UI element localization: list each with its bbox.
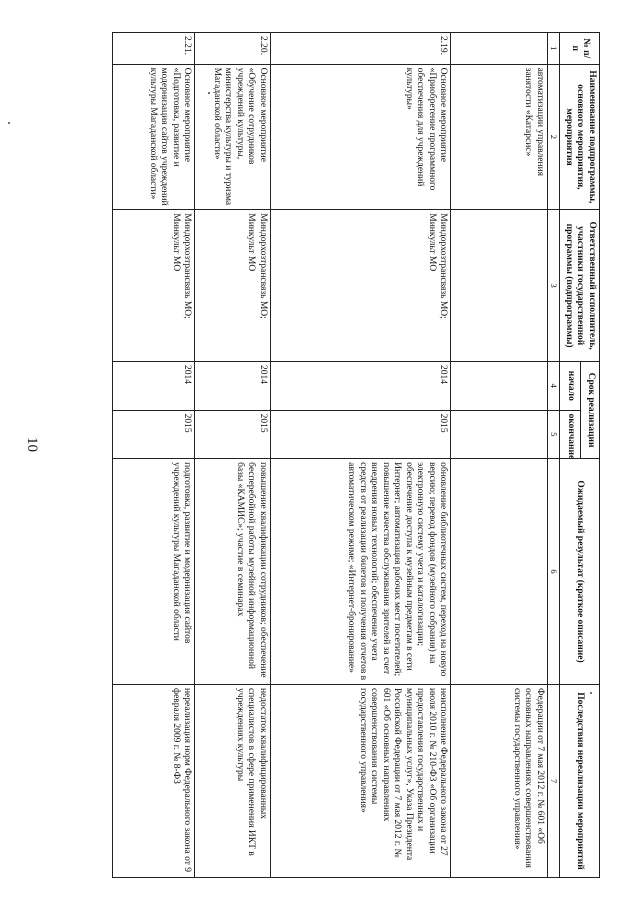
row-start: 2014 xyxy=(270,362,451,411)
table-row xyxy=(195,33,271,878)
rotated-table-container xyxy=(114,32,600,878)
row-num: 2.19. xyxy=(270,33,451,65)
table-row xyxy=(451,33,548,878)
row-consequences: нереализация норм Федерального закона от 9 февраля 2009 г. № 8-ФЗ xyxy=(113,684,195,877)
column-index: 4 xyxy=(548,362,561,411)
row-consequences: Федерации от 7 мая 2012 г. № 601 «Об основных направлениях совершенствования системы государственного управления» xyxy=(451,684,548,877)
column-index: 6 xyxy=(548,459,561,685)
row-expected: повышение квалификации сотрудников; обеспечение бесперебойной работы музейной информационной базы «КАМИС»; участие в семинарах xyxy=(195,459,271,685)
row-num: 2.20. xyxy=(195,33,271,65)
table-row xyxy=(113,33,195,878)
row-name: Основное мероприятие «Приобретение программного обеспечения для учреждений культуры» xyxy=(270,64,451,210)
row-name: автоматизации управления занятости «Катарсис» xyxy=(451,64,548,210)
row-expected xyxy=(451,459,548,685)
header-start: начало xyxy=(560,362,581,411)
row-end: 2015 xyxy=(270,410,451,459)
row-consequences: неисполнение Федерального закона от 27 июля 2010 г. № 210-ФЗ «Об организации предоставления государственных и муниципальных услуг», Указа Президента Российской Федерации от 7 мая 2012 г. № 601 «Об основных направлениях совершенствования системы государственного управления» xyxy=(270,684,451,877)
header-name: Наименование подпрограммы, основного мероприятия, мероприятия xyxy=(560,64,600,210)
column-index: 3 xyxy=(548,210,561,362)
row-end: 2015 xyxy=(113,410,195,459)
scan-speck xyxy=(8,122,10,124)
row-end: 2015 xyxy=(195,410,271,459)
header-responsible: Ответственный исполнитель, участники государственной программы (подпрограммы) xyxy=(560,210,600,362)
row-responsible: Миндорхозтрансвязь МО; Минкульт МО xyxy=(113,210,195,362)
activities-table xyxy=(113,32,601,878)
header-num: № п/п xyxy=(560,33,600,65)
table-row xyxy=(270,33,451,878)
row-name: Основное мероприятие «Подготовка, развитие и модернизация сайтов учреждений культуры Магаданской области» xyxy=(113,64,195,210)
row-start: 2014 xyxy=(195,362,271,411)
header-expected: Ожидаемый результат (краткое описание) xyxy=(560,459,600,685)
row-start xyxy=(451,362,548,411)
row-name: Основное мероприятие «Обучение сотрудников учреждений культуры, министерства культуры и туризма Магаданской области» xyxy=(195,64,271,210)
row-start: 2014 xyxy=(113,362,195,411)
header-end: окончание xyxy=(560,410,581,459)
column-index: 5 xyxy=(548,410,561,459)
header-term: Срок реализации xyxy=(581,362,600,459)
row-responsible: Миндорхозтрансвязь МО; Минкульт МО xyxy=(270,210,451,362)
row-expected: обновление библиотечных систем, переход на новую версию; перевод фондов (музейного собрания) на электронную систему учета и каталогизации; обеспечение доступа к музейным предметам в сети Интернет; автоматизация рабочих мест посетителей; повышение качества обслуживания зрителей за счет внедрения новых технологий; обеспечение учета средств от реализации билетов и получения отчетов в автоматическом режиме; «Интернет-бронирование» xyxy=(270,459,451,685)
row-responsible: Миндорхозтрансвязь МО; Минкульт МО xyxy=(195,210,271,362)
row-expected: подготовка, развитие и модернизация сайтов учреждений культуры Магаданской области xyxy=(113,459,195,685)
row-num: 2.21. xyxy=(113,33,195,65)
column-index-row xyxy=(548,33,561,878)
page-number: 10 xyxy=(24,437,40,452)
row-consequences: недостаток квалифицированных специалистов в сфере применения ИКТ в учреждениях культуры xyxy=(195,684,271,877)
row-responsible xyxy=(451,210,548,362)
row-end xyxy=(451,410,548,459)
column-index: 2 xyxy=(548,64,561,210)
column-index: 7 xyxy=(548,684,561,877)
row-num xyxy=(451,33,548,65)
column-index: 1 xyxy=(548,33,561,65)
header-consequences: Последствия нереализации мероприятий xyxy=(560,684,600,877)
